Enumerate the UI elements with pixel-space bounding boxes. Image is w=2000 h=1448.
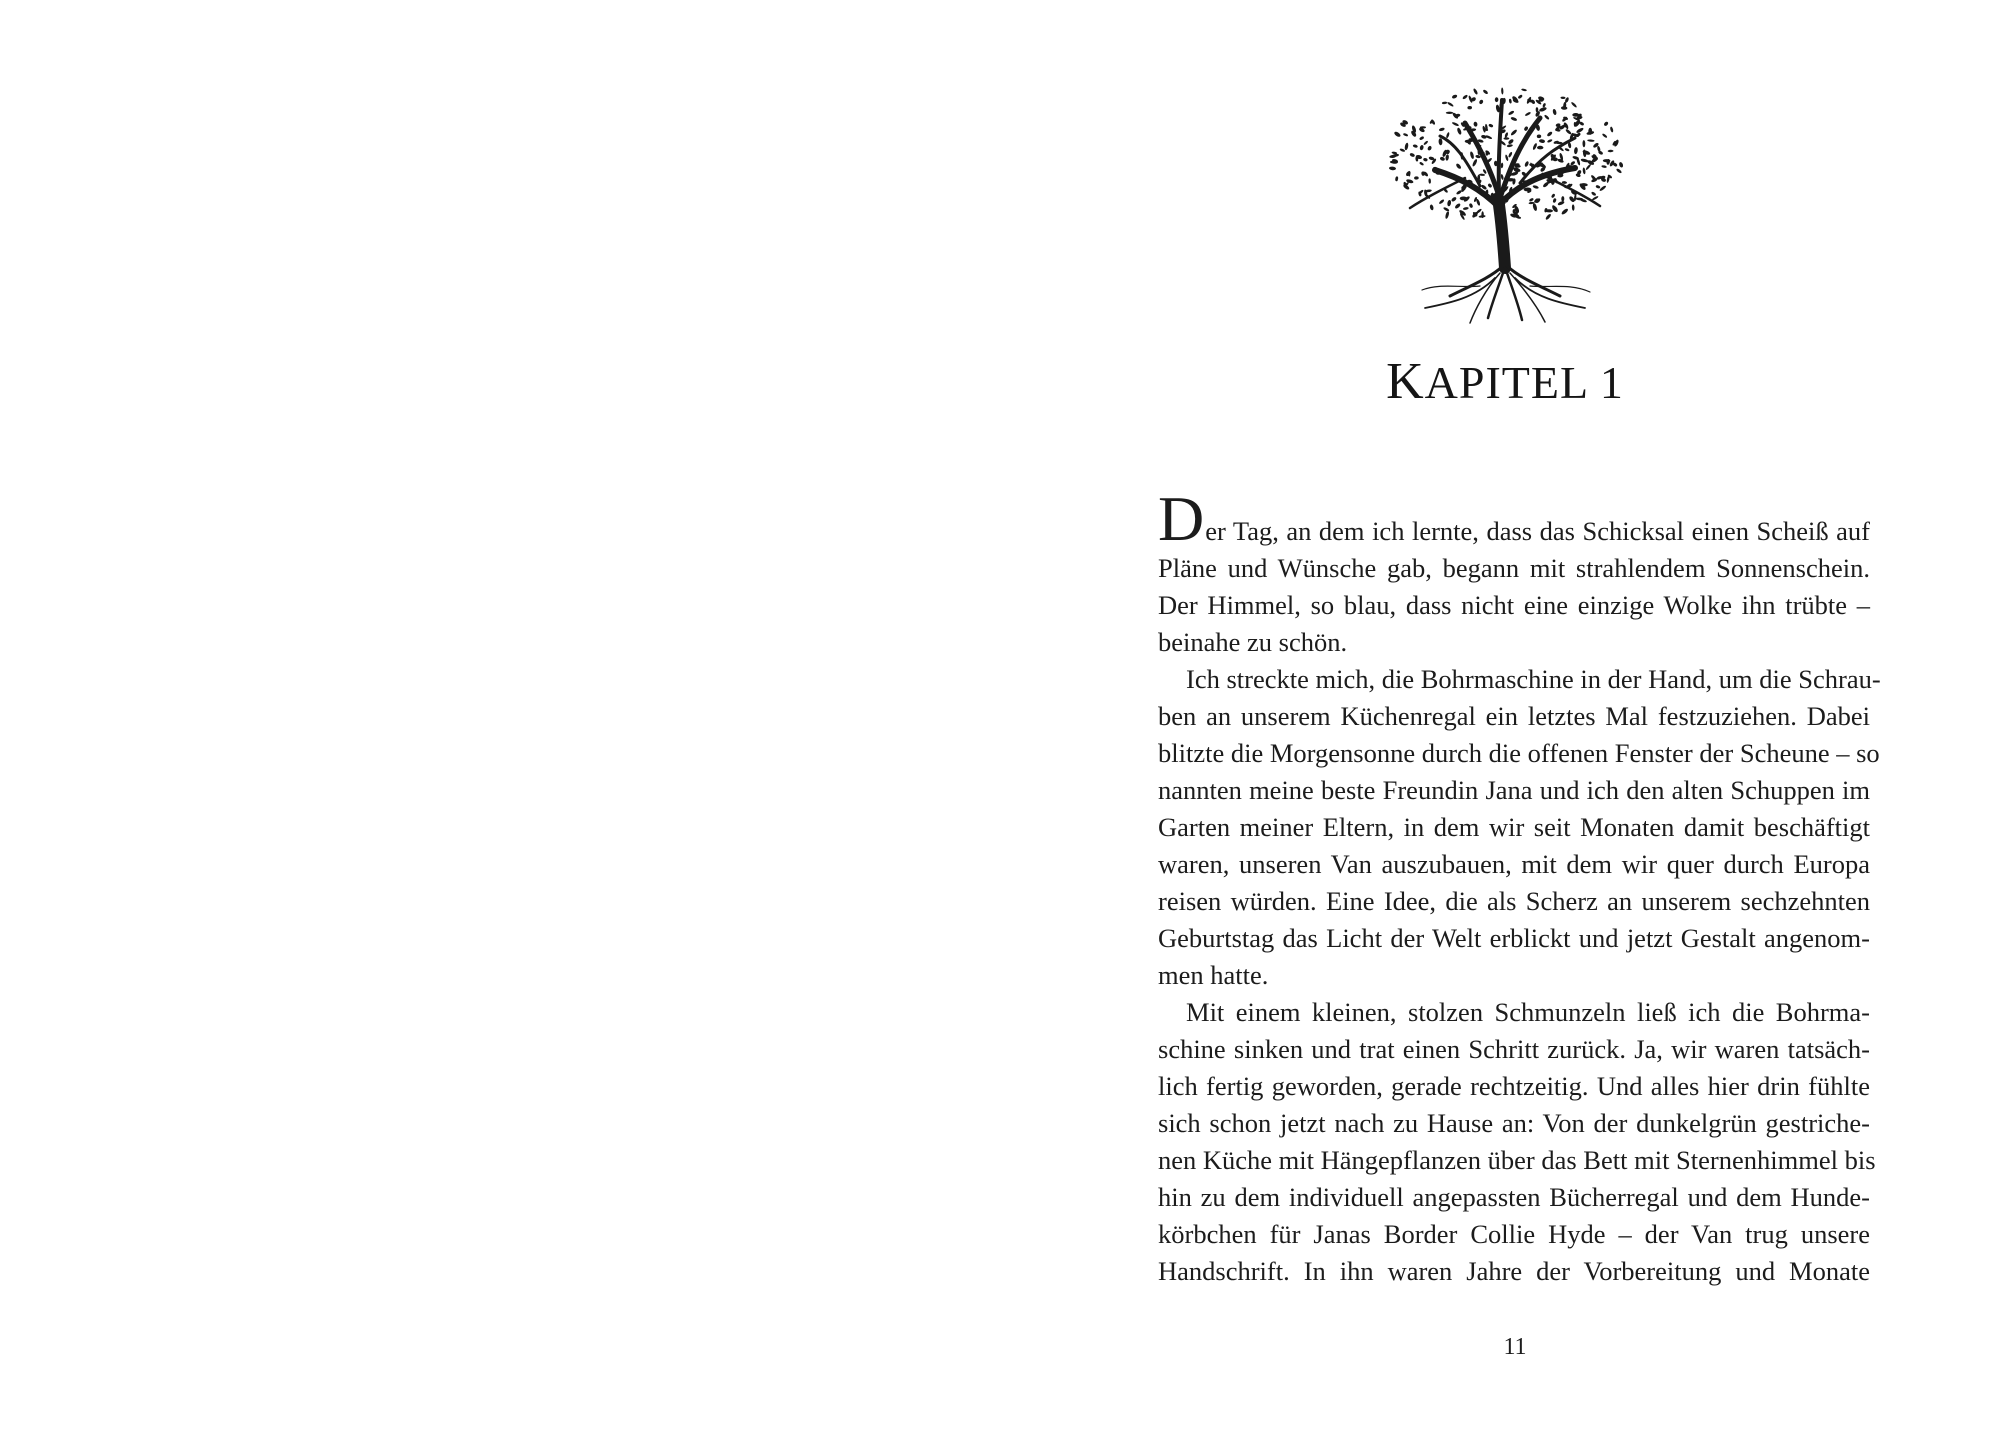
- body-line: Handschrift. In ihn waren Jahre der Vorbereitung und Monate: [1158, 1256, 1870, 1286]
- tree-leaf: [1544, 114, 1550, 120]
- tree-leaf: [1532, 143, 1538, 151]
- tree-leaf: [1419, 161, 1424, 166]
- tree-leaf: [1539, 139, 1545, 143]
- tree-leaf: [1469, 203, 1474, 208]
- tree-leaf: [1412, 144, 1418, 148]
- tree-leaf: [1507, 144, 1513, 148]
- tree-leaf: [1504, 137, 1510, 140]
- tree-leaf: [1446, 112, 1453, 114]
- tree-leaf: [1455, 163, 1462, 170]
- tree-leaf: [1478, 215, 1485, 218]
- tree-leaf: [1565, 128, 1572, 135]
- tree-leaf: [1419, 136, 1425, 141]
- body-line: Pläne und Wünsche gab, begann mit strahlendem Sonnenschein.: [1158, 553, 1870, 583]
- tree-leaf: [1501, 87, 1504, 94]
- drop-cap: D: [1158, 483, 1205, 554]
- tree-leaf: [1487, 183, 1492, 188]
- tree-leaf: [1447, 200, 1452, 207]
- body-line: beinahe zu schön.: [1158, 627, 1348, 657]
- tree-leaf: [1501, 163, 1504, 169]
- page-number: 11: [1503, 1334, 1527, 1360]
- tree-leaf: [1439, 127, 1445, 132]
- tree-leaf: [1571, 101, 1578, 108]
- tree-leaf: [1500, 174, 1504, 180]
- tree-leaf: [1560, 96, 1565, 99]
- body-line: Geburtstag das Licht der Welt erblickt und jetzt Gestalt angenom-: [1158, 923, 1870, 953]
- tree-leaf: [1481, 134, 1487, 139]
- tree-leaf: [1445, 154, 1449, 161]
- tree-leaf: [1561, 196, 1564, 201]
- tree-leaf: [1517, 94, 1523, 99]
- tree-leaf: [1419, 145, 1424, 151]
- tree-leaf: [1446, 132, 1450, 139]
- tree-leaf: [1542, 103, 1546, 108]
- chapter-body-text: [1158, 483, 1881, 1290]
- tree-leaf: [1616, 168, 1623, 174]
- tree-leaf: [1545, 213, 1552, 220]
- body-line: sich schon jetzt nach zu Hause an: Von der dunkelgrün gestriche-: [1158, 1108, 1870, 1138]
- tree-leaf: [1587, 139, 1595, 142]
- tree-leaf: [1456, 127, 1462, 135]
- tree-leaf: [1456, 190, 1463, 196]
- tree-leaf: [1409, 152, 1415, 157]
- tree-leaf: [1445, 211, 1450, 219]
- body-line: Garten meiner Eltern, in dem wir seit Monaten damit beschäftigt: [1158, 812, 1870, 842]
- tree-leaf: [1505, 154, 1509, 161]
- tree-leaf: [1482, 169, 1487, 175]
- tree-leaf: [1428, 178, 1431, 183]
- tree-leaf: [1443, 207, 1450, 212]
- tree-leaf: [1504, 132, 1508, 138]
- tree-leaf: [1429, 204, 1434, 210]
- tree-leaf: [1561, 208, 1569, 216]
- tree-leaf: [1552, 109, 1557, 116]
- body-line: nen Küche mit Hängepflanzen über das Bett mit Sternenhimmel bis: [1158, 1145, 1876, 1175]
- tree-leaf: [1618, 162, 1623, 169]
- tree-leaf: [1608, 150, 1614, 153]
- tree-leaf: [1547, 139, 1553, 143]
- tree-leaf: [1510, 116, 1517, 121]
- tree-leaf: [1393, 131, 1401, 138]
- tree-leaf: [1495, 97, 1499, 102]
- tree-leaf: [1557, 158, 1564, 163]
- right-page: [1000, 0, 2000, 1448]
- body-line: nannten meine beste Freundin Jana und ich den alten Schuppen im: [1158, 775, 1870, 805]
- tree-leaf: [1532, 185, 1539, 190]
- body-line: schine sinken und trat einen Schritt zurück. Ja, wir waren tatsäch-: [1158, 1034, 1870, 1064]
- tree-leaf: [1532, 203, 1538, 212]
- body-line: blitzte die Morgensonne durch die offenen Fenster der Scheune – so: [1158, 738, 1880, 768]
- tree-leaf: [1476, 208, 1482, 214]
- tree-leaf: [1551, 193, 1556, 198]
- tree-leaf: [1451, 196, 1458, 202]
- tree-leaf: [1442, 101, 1447, 104]
- tree-leaf: [1469, 151, 1474, 159]
- chapter-title-initial: K: [1386, 353, 1425, 410]
- tree-leaf: [1467, 106, 1472, 110]
- body-line: Der Himmel, so blau, dass nicht eine einzige Wolke ihn trübte –: [1158, 590, 1870, 620]
- tree-leaf: [1462, 94, 1468, 100]
- tree-leaf: [1557, 200, 1565, 206]
- tree-leaf: [1404, 142, 1409, 150]
- tree-leaf: [1537, 134, 1541, 138]
- tree-leaf: [1601, 165, 1607, 168]
- body-line: men hatte.: [1158, 960, 1269, 990]
- tree-leaf: [1479, 173, 1485, 176]
- tree-leaf: [1403, 133, 1409, 137]
- tree-leaf: [1414, 176, 1419, 179]
- tree-leaf: [1572, 204, 1575, 211]
- body-line: ben an unserem Küchenregal ein letztes Mal festzuziehen. Dabei: [1158, 701, 1870, 731]
- body-line: Ich streckte mich, die Bohrmaschine in der Hand, um die Schrau-: [1186, 664, 1881, 694]
- tree-leaf: [1438, 199, 1444, 205]
- body-line: hin zu dem individuell angepassten Bücherregal und dem Hunde-: [1158, 1182, 1870, 1212]
- tree-leaf: [1478, 99, 1483, 105]
- tree-leaf: [1423, 157, 1428, 161]
- tree-leaf: [1399, 148, 1405, 153]
- body-line: waren, unseren Van auszubauen, mit dem wir quer durch Europa: [1158, 849, 1870, 879]
- tree-leaf: [1591, 191, 1597, 196]
- tree-leaf: [1508, 110, 1515, 116]
- tree-leaf: [1610, 126, 1614, 132]
- body-line: reisen würden. Eine Idee, die als Scherz an unserem sechzehnten: [1158, 886, 1870, 916]
- tree-leaf: [1482, 89, 1488, 95]
- tree-leaf: [1488, 123, 1493, 128]
- tree-leaf: [1580, 158, 1588, 163]
- tree-leaf: [1389, 166, 1396, 170]
- tree-leaf: [1537, 146, 1543, 150]
- tree-leaf: [1463, 207, 1469, 211]
- body-line: lich fertig geworden, gerade rechtzeitig. Und alles hier drin fühlte: [1158, 1071, 1870, 1101]
- tree-leaf: [1473, 121, 1478, 127]
- tree-leaf: [1521, 88, 1527, 91]
- tree-leaf: [1595, 185, 1600, 189]
- tree-leaf: [1602, 133, 1608, 138]
- chapter-title: [1000, 352, 2000, 411]
- tree-leaf: [1524, 161, 1529, 168]
- tree-leaf: [1473, 88, 1479, 95]
- tree-leaf: [1539, 106, 1548, 112]
- body-line: körbchen für Janas Border Collie Hyde – der Van trug unsere: [1158, 1219, 1870, 1249]
- tree-leaf: [1582, 140, 1585, 147]
- body-line: Mit einem kleinen, stolzen Schmunzeln ließ ich die Bohrma-: [1186, 997, 1870, 1027]
- tree-leaf: [1439, 156, 1445, 161]
- tree-leaf: [1427, 145, 1432, 151]
- tree-leaf: [1552, 198, 1556, 203]
- tree-leaf: [1508, 151, 1513, 158]
- tree-leaf: [1447, 101, 1454, 107]
- tree-leaf: [1510, 129, 1518, 136]
- tree-leaf: [1395, 176, 1399, 181]
- tree-leaf: [1585, 163, 1591, 170]
- tree-leaf: [1509, 99, 1512, 104]
- tree-leaf: [1564, 148, 1569, 152]
- tree-leaf: [1452, 121, 1460, 126]
- tree-leaf: [1574, 147, 1578, 154]
- tree-of-life-icon: [1380, 78, 1630, 328]
- tree-leaf: [1454, 203, 1461, 210]
- tree-leaf: [1599, 185, 1607, 192]
- chapter-title-rest: APITEL 1: [1424, 357, 1624, 408]
- tree-leaf: [1529, 198, 1534, 203]
- tree-leaf: [1460, 196, 1468, 200]
- tree-leaf: [1472, 159, 1478, 167]
- body-line: Der Tag, an dem ich lernte, dass das Schicksal einen Scheiß auf: [1158, 483, 1870, 554]
- tree-leaf: [1576, 127, 1585, 134]
- tree-leaf: [1438, 138, 1442, 145]
- tree-leaf: [1525, 111, 1532, 116]
- tree-leaf: [1582, 167, 1586, 174]
- tree-leaf: [1546, 131, 1553, 137]
- tree-leaf: [1451, 94, 1457, 99]
- tree-leaf: [1603, 121, 1609, 127]
- tree-leaf: [1423, 140, 1428, 145]
